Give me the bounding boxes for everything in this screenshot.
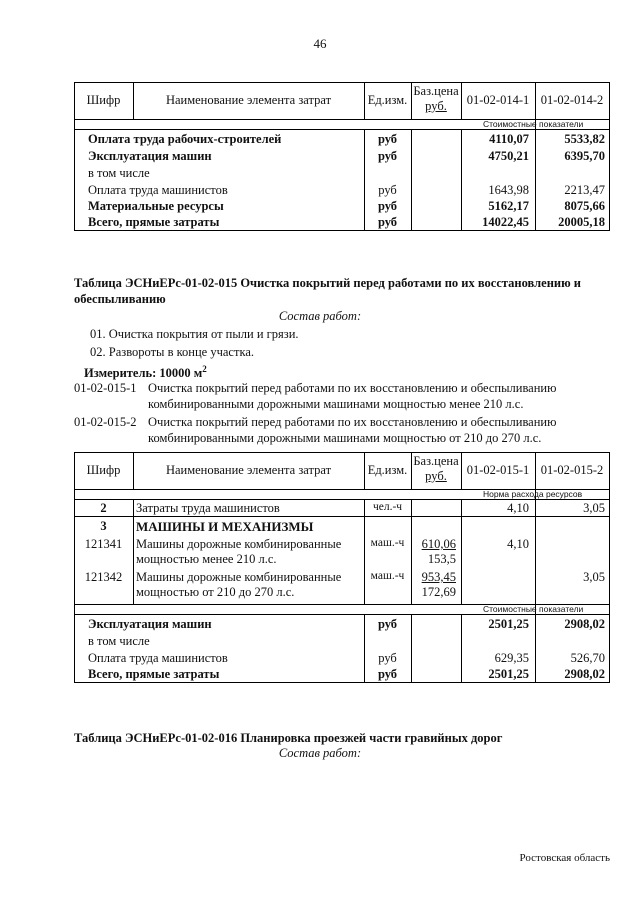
header-col1: 01-02-015-1 xyxy=(466,463,530,477)
composition-label: Состав работ: xyxy=(278,746,362,760)
labor-value-2: 3,05 xyxy=(583,501,605,515)
item-text-line2: комбинированными дорожными машинами мощностью менее 210 л.с. xyxy=(148,397,524,411)
section-label: Стоимостные показатели xyxy=(483,119,584,129)
header-unit: Ед.изм. xyxy=(367,463,408,477)
row-name: Всего, прямые затраты xyxy=(88,215,220,229)
row-unit: руб xyxy=(377,132,398,146)
row-name: Оплата труда машинистов xyxy=(88,183,228,197)
header-col1: 01-02-014-1 xyxy=(466,93,530,107)
machine-name-line2: мощностью от 210 до 270 л.с. xyxy=(136,585,295,599)
row-unit: руб xyxy=(377,149,398,163)
machine-unit: маш.-ч xyxy=(370,537,405,549)
measure xyxy=(84,364,207,381)
row-unit: руб xyxy=(378,651,397,665)
row-value-2: 2908,02 xyxy=(564,617,605,631)
machine-name-line2: мощностью менее 210 л.с. xyxy=(136,552,277,566)
row-name: Эксплуатация машин xyxy=(88,617,212,631)
header-col2: 01-02-015-2 xyxy=(540,463,604,477)
machine-code: 121342 xyxy=(84,570,123,584)
table-015 xyxy=(74,452,610,684)
machine-name-line1: Машины дорожные комбинированные xyxy=(136,537,342,551)
row-value-2: 2213,47 xyxy=(564,183,605,197)
row-value-2: 6395,70 xyxy=(564,149,605,163)
footer-region: Ростовская область xyxy=(519,852,610,864)
row-name: Оплата труда рабочих-строителей xyxy=(88,132,282,146)
labor-value-1: 4,10 xyxy=(507,501,529,515)
row-value-1: 5162,17 xyxy=(488,199,529,213)
machine-unit: маш.-ч xyxy=(370,570,405,582)
table-014 xyxy=(74,82,610,232)
item-code: 01-02-015-2 xyxy=(74,415,137,429)
machines-code: 3 xyxy=(100,519,107,533)
header-base-price-unit: руб. xyxy=(425,99,447,113)
work-item: 01. Очистка покрытия от пыли и грязи. xyxy=(90,327,299,341)
item-text-line1: Очистка покрытий перед работами по их восстановлению и обеспыливанию xyxy=(148,415,557,429)
page-number: 46 xyxy=(313,36,327,51)
row-value-2: 5533,82 xyxy=(564,132,605,146)
header-code: Шифр xyxy=(86,463,121,477)
row-name: Материальные ресурсы xyxy=(88,199,224,213)
row-unit: руб xyxy=(377,199,398,213)
row-value-2: 2908,02 xyxy=(564,667,605,681)
row-unit: руб xyxy=(377,667,398,681)
table-016-title: Таблица ЭСНиЕРс-01-02-016 Планировка проезжей части гравийных дорог xyxy=(74,731,503,745)
row-name: в том числе xyxy=(88,634,150,648)
labor-unit: чел.-ч xyxy=(372,501,403,513)
header-base-price-unit: руб. xyxy=(425,469,447,483)
machine-price-salary: 153,5 xyxy=(427,552,456,566)
item-code: 01-02-015-1 xyxy=(74,381,137,395)
machine-value-1: 4,10 xyxy=(507,537,529,551)
row-value-1: 1643,98 xyxy=(488,183,529,197)
measure-sup: 2 xyxy=(202,364,207,374)
row-unit: руб xyxy=(377,215,398,229)
labor-name: Затраты труда машинистов xyxy=(136,501,280,515)
norm-label: Норма расхода ресурсов xyxy=(483,489,583,499)
machine-price-salary: 172,69 xyxy=(421,585,456,599)
composition-label: Состав работ: xyxy=(278,309,362,323)
machine-name-line1: Машины дорожные комбинированные xyxy=(136,570,342,584)
table-015-title: Таблица ЭСНиЕРс-01-02-015 Очистка покрытий перед работами по их восстановлению и обеспыливанию xyxy=(74,276,581,306)
header-unit: Ед.изм. xyxy=(367,93,408,107)
machine-code: 121341 xyxy=(84,537,123,551)
row-value-2: 526,70 xyxy=(570,651,605,665)
header-col2: 01-02-014-2 xyxy=(540,93,604,107)
row-unit: руб xyxy=(377,617,398,631)
row-value-1: 14022,45 xyxy=(482,215,529,229)
machines-title: МАШИНЫ И МЕХАНИЗМЫ xyxy=(136,519,314,534)
item-text-line1: Очистка покрытий перед работами по их восстановлению и обеспыливанию xyxy=(148,381,557,395)
header-code: Шифр xyxy=(86,93,121,107)
row-value-2: 8075,66 xyxy=(564,199,605,213)
work-item: 02. Развороты в конце участка. xyxy=(90,345,254,359)
row-value-1: 2501,25 xyxy=(488,667,529,681)
header-name: Наименование элемента затрат xyxy=(165,93,332,107)
row-unit: руб xyxy=(378,183,397,197)
machine-price: 953,45 xyxy=(421,570,456,584)
cost-label: Стоимостные показатели xyxy=(483,604,584,614)
header-base-price: Баз.цена xyxy=(413,84,459,98)
row-value-1: 629,35 xyxy=(494,651,529,665)
row-name: Оплата труда машинистов xyxy=(88,651,228,665)
item-text-line2: комбинированными дорожными машинами мощностью от 210 до 270 л.с. xyxy=(148,431,542,445)
measure-text: Измеритель: 10000 м xyxy=(84,366,203,381)
row-value-1: 2501,25 xyxy=(488,617,529,631)
row-name: Всего, прямые затраты xyxy=(88,667,220,681)
row-name: Эксплуатация машин xyxy=(88,149,212,163)
machine-value-2: 3,05 xyxy=(583,570,605,584)
row-value-1: 4750,21 xyxy=(488,149,529,163)
header-base-price: Баз.цена xyxy=(413,454,459,468)
machine-price: 610,06 xyxy=(421,537,456,551)
header-name: Наименование элемента затрат xyxy=(165,463,332,477)
row-value-2: 20005,18 xyxy=(558,215,605,229)
labor-code: 2 xyxy=(100,501,107,515)
row-name: в том числе xyxy=(88,166,150,180)
row-value-1: 4110,07 xyxy=(489,132,529,146)
